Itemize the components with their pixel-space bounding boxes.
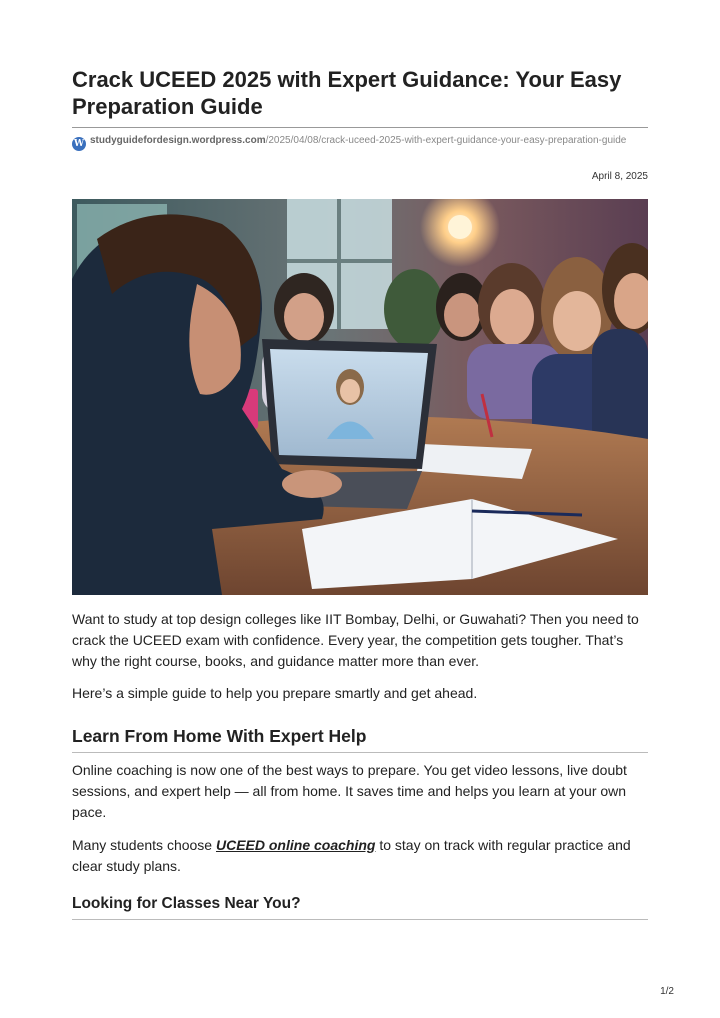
section-divider [72,752,648,753]
section-heading-learn-from-home: Learn From Home With Expert Help [72,726,367,746]
source-url[interactable] [72,133,648,151]
source-domain: studyguidefordesign.wordpress.com [90,135,266,146]
uceed-online-coaching-link[interactable]: UCEED online coaching [215,837,376,853]
guide-paragraph: Here’s a simple guide to help you prepare smartly and get ahead. [72,685,478,701]
hero-image [72,199,648,595]
section-heading-classes-near-you: Looking for Classes Near You? [72,895,301,912]
publish-date: April 8, 2025 [591,171,648,182]
section-divider [72,919,648,920]
intro-paragraph: Want to study at top design colleges like IIT Bombay, Delhi, or Guwahati? Then you need to crack the UCEED exam with confidence. Every year, the competition gets tougher. That’s why the right course, books, and guidance matter more than ever. [72,611,639,669]
paragraph-text-after-link: to stay on track with regular practice and clear study plans. [72,837,631,874]
paragraph-text-before-link: Many students choose [72,837,216,853]
wordpress-icon: W [73,139,85,149]
uceed-coaching-paragraph [72,835,648,877]
title-divider [72,127,648,128]
source-path: /2025/04/08/crack-uceed-2025-with-expert-guidance-your-easy-preparation-guide [265,135,627,146]
online-coaching-paragraph: Online coaching is now one of the best ways to prepare. You get video lessons, live doubt sessions, and expert help — all from home. It saves time and helps you learn at your own pace. [72,762,627,820]
article-title: Crack UCEED 2025 with Expert Guidance: Your Easy Preparation Guide [72,67,622,119]
page-number: 1/2 [660,986,674,997]
